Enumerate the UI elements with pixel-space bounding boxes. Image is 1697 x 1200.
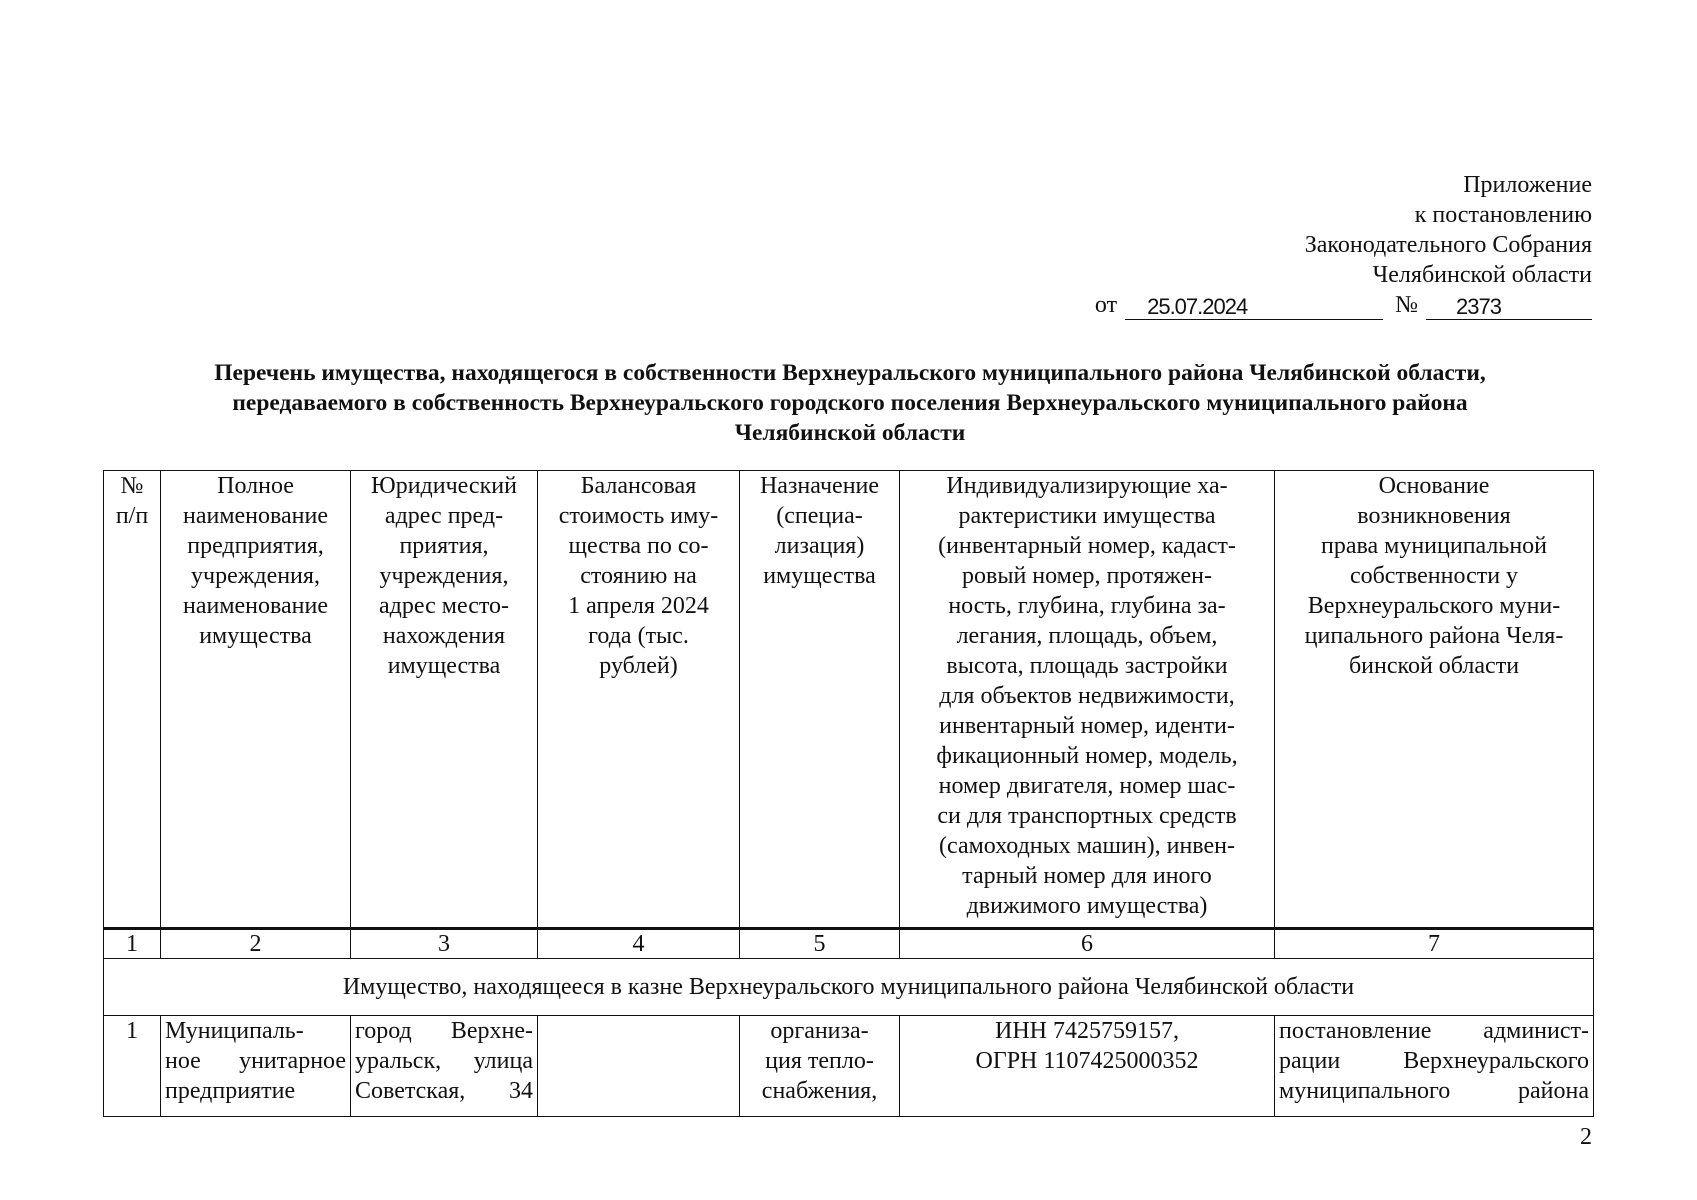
header-line: стоянию на: [580, 563, 697, 589]
header-line: учреждения,: [379, 563, 509, 589]
cell-line: город Верхне-: [355, 1018, 533, 1044]
cell-line: снабжения,: [761, 1078, 878, 1104]
header-line: права муниципальной: [1320, 533, 1548, 559]
header-line: года (тыс.: [588, 623, 689, 649]
row-address: [351, 1016, 538, 1117]
number-value: 2373: [1426, 295, 1592, 320]
header-line: наименование: [182, 503, 329, 529]
cell-line: Советская, 34: [355, 1078, 533, 1104]
header-line: (специа-: [776, 503, 863, 529]
cell-line: уральск, улица: [355, 1048, 533, 1074]
header-cell-basis: [1275, 471, 1594, 929]
column-number: 2: [161, 929, 351, 959]
header-line: стоимость иму-: [558, 503, 719, 529]
header-line: рактеристики имущества: [958, 503, 1216, 529]
header-line: движимого имущества): [966, 893, 1208, 919]
header-line: учреждения,: [191, 563, 320, 589]
row-purpose: [740, 1016, 900, 1117]
header-line: рублей): [599, 653, 678, 679]
column-number: 1: [104, 929, 161, 959]
header-cell-characteristics: [900, 471, 1275, 929]
header-line: адрес место-: [378, 593, 510, 619]
date-prefix: от: [1094, 292, 1118, 318]
title-line: Челябинской области: [734, 420, 966, 446]
header-line: Юридический: [371, 473, 517, 499]
header-line: Верхнеуральского муни-: [1307, 593, 1561, 619]
header-line: Индивидуализирующие ха-: [946, 473, 1228, 499]
header-line: лизация): [774, 533, 865, 559]
header-cell-purpose: [740, 471, 900, 929]
header-cell-address: [351, 471, 538, 929]
header-line: тарный номер для иного: [962, 863, 1212, 889]
appendix-date-line: [1095, 290, 1592, 320]
header-line: Назначение: [759, 473, 880, 499]
header-line: Полное: [217, 473, 294, 499]
header-line: высота, площадь застройки: [946, 653, 1228, 679]
header-line: возникновения: [1357, 503, 1511, 529]
column-number: 6: [900, 929, 1275, 959]
appendix-block: [1095, 170, 1592, 320]
cell-line: ОГРН 1107425000352: [975, 1048, 1199, 1074]
cell-line: муниципального района: [1279, 1078, 1589, 1104]
header-line: приятия,: [399, 533, 489, 559]
header-line: адрес пред-: [384, 503, 504, 529]
header-line: Основание: [1378, 473, 1490, 499]
header-line: легания, площадь, объем,: [956, 623, 1218, 649]
cell-line: предприятие: [165, 1078, 296, 1104]
header-line: для объектов недвижимости,: [939, 683, 1235, 709]
column-number-row: [104, 929, 1594, 959]
header-line: №: [120, 473, 144, 499]
date-value: 25.07.2024: [1125, 295, 1383, 320]
header-line: инвентарный номер, иденти-: [939, 713, 1235, 739]
appendix-ref: к постановлению: [1414, 202, 1592, 228]
header-line: ципального района Челя-: [1304, 623, 1564, 649]
cell-line: ИНН 7425759157,: [995, 1018, 1179, 1044]
header-line: си для транспортных средств: [937, 803, 1237, 829]
header-row: [104, 471, 1594, 929]
row-characteristics: [900, 1016, 1275, 1117]
property-table: [103, 470, 1594, 1117]
section-title: Имущество, находящееся в казне Верхнеуральского муниципального района Челябинской области: [104, 959, 1594, 1016]
title-line: передаваемого в собственность Верхнеуральского городского поселения Верхнеуральского муниципального района: [232, 390, 1468, 416]
cell-line: ное унитарное: [165, 1048, 346, 1074]
cell-line: организа-: [770, 1018, 869, 1044]
section-row: [104, 959, 1594, 1016]
row-basis: [1275, 1016, 1594, 1117]
cell-line: постановление админист-: [1279, 1018, 1589, 1044]
header-line: имущества: [199, 623, 312, 649]
row-num: 1: [104, 1016, 161, 1117]
header-line: п/п: [115, 503, 149, 529]
number-prefix: №: [1395, 292, 1418, 318]
column-number: 5: [740, 929, 900, 959]
page-number: 2: [1580, 1124, 1592, 1150]
header-line: имущества: [387, 653, 501, 679]
cell-line: ция тепло-: [765, 1048, 874, 1074]
header-line: предприятия,: [187, 533, 324, 559]
cell-line: Муниципаль-: [165, 1018, 304, 1044]
header-line: (инвентарный номер, кадаст-: [938, 533, 1236, 559]
appendix-authority: Законодательного Собрания: [1304, 232, 1592, 258]
appendix-title: Приложение: [1463, 172, 1592, 198]
header-line: ность, глубина, глубина за-: [948, 593, 1226, 619]
header-line: Балансовая: [580, 473, 697, 499]
header-line: номер двигателя, номер шас-: [938, 773, 1236, 799]
header-line: бинской области: [1348, 653, 1520, 679]
title-line: Перечень имущества, находящегося в собственности Верхнеуральского муниципального района Челябинской области,: [214, 360, 1486, 386]
header-line: имущества: [763, 563, 876, 589]
table-row: [104, 1016, 1594, 1117]
header-cell-num: [104, 471, 161, 929]
header-line: 1 апреля 2024: [568, 593, 709, 619]
document-title: [100, 358, 1600, 448]
header-line: наименование: [182, 593, 329, 619]
header-cell-value: [538, 471, 740, 929]
header-cell-name: [161, 471, 351, 929]
appendix-region: Челябинской области: [1372, 262, 1592, 288]
column-number: 7: [1275, 929, 1594, 959]
row-value: [538, 1016, 740, 1117]
row-name: [161, 1016, 351, 1117]
header-line: щества по со-: [568, 533, 709, 559]
header-line: собственности у: [1349, 563, 1519, 589]
header-line: нахождения: [382, 623, 506, 649]
column-number: 3: [351, 929, 538, 959]
header-line: (самоходных машин), инвен-: [939, 833, 1235, 859]
cell-line: рации Верхнеуральского: [1279, 1048, 1589, 1074]
column-number: 4: [538, 929, 740, 959]
header-line: ровый номер, протяжен-: [961, 563, 1213, 589]
header-line: фикационный номер, модель,: [936, 743, 1238, 769]
